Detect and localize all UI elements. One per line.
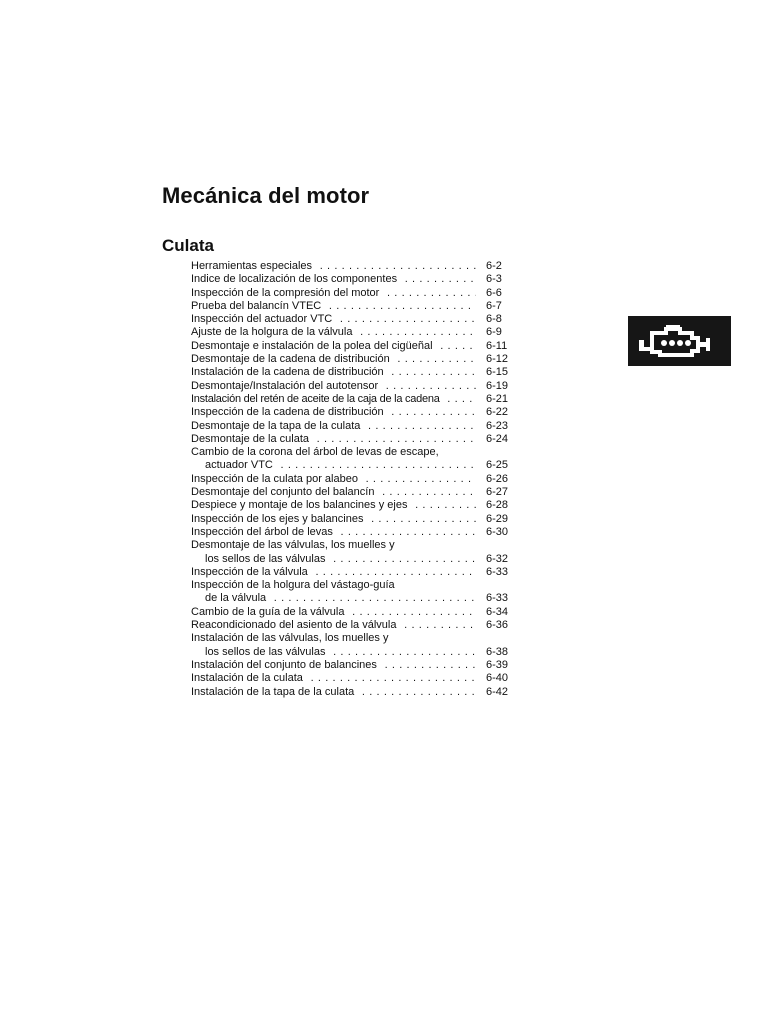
section-title: Culata: [162, 236, 214, 255]
toc-entry-title: Instalación de las válvulas, los muelles y: [191, 632, 392, 644]
engine-icon: [638, 325, 714, 359]
toc-entry[interactable]: [191, 646, 511, 659]
toc-entry-title: Instalación de la tapa de la culata: [191, 686, 358, 698]
toc-entry-title: Desmontaje de las válvulas, los muelles y: [191, 539, 399, 551]
toc-entry-title: Cambio de la corona del árbol de levas de escape,: [191, 446, 443, 458]
toc-entry[interactable]: [191, 300, 511, 313]
toc-entry-page: 6-34: [486, 605, 509, 618]
toc-entry-page: 6-38: [486, 645, 509, 658]
toc-entry-page: 6-30: [486, 525, 509, 538]
toc-entry[interactable]: [191, 486, 511, 499]
toc-entry-page: 6-33: [486, 592, 509, 605]
toc-entry-page: 6-25: [486, 459, 509, 472]
toc-entry-title: Desmontaje e instalación de la polea del cigüeñal: [191, 340, 437, 352]
toc-entry[interactable]: [191, 606, 511, 619]
toc-entry[interactable]: [191, 393, 511, 406]
toc-entry-title: Inspección de la válvula: [191, 566, 312, 578]
toc-entry-page: 6-8: [486, 313, 502, 326]
toc-entry-title: Instalación de la culata: [191, 672, 307, 684]
toc-entry-page: 6-33: [486, 565, 509, 578]
toc-entry-page: 6-15: [486, 366, 509, 379]
table-of-contents: [191, 260, 511, 699]
toc-entry-page: 6-21: [486, 392, 509, 405]
toc-entry[interactable]: [191, 513, 511, 526]
toc-entry-page: 6-32: [486, 552, 509, 565]
toc-entry[interactable]: [191, 380, 511, 393]
toc-entry-page: 6-39: [486, 658, 509, 671]
toc-entry-page: 6-6: [486, 286, 502, 299]
toc-entry-title: Reacondicionado del asiento de la válvula: [191, 619, 400, 631]
toc-entry[interactable]: [191, 499, 511, 512]
toc-entry[interactable]: [191, 353, 511, 366]
toc-entry-title: Inspección de la holgura del vástago-guía: [191, 579, 399, 591]
toc-entry-title: Prueba del balancín VTEC: [191, 300, 325, 312]
toc-entry[interactable]: [191, 579, 511, 592]
toc-entry-page: 6-3: [486, 273, 502, 286]
toc-entry-title: Inspección del árbol de levas: [191, 526, 337, 538]
toc-entry[interactable]: [191, 366, 511, 379]
toc-entry-page: 6-23: [486, 419, 509, 432]
toc-entry[interactable]: [191, 632, 511, 645]
section-tab[interactable]: [628, 316, 731, 366]
toc-entry-title: actuador VTC: [205, 459, 277, 471]
toc-entry-page: 6-7: [486, 299, 502, 312]
toc-entry[interactable]: [191, 340, 511, 353]
toc-entry-title: Inspección de los ejes y balancines: [191, 513, 367, 525]
toc-entry[interactable]: [191, 672, 511, 685]
toc-entry-title: Inspección de la culata por alabeo: [191, 473, 362, 485]
toc-entry[interactable]: [191, 526, 511, 539]
toc-entry[interactable]: [191, 406, 511, 419]
toc-entry-title: Instalación de la cadena de distribución: [191, 366, 388, 378]
toc-entry-title: Inspección del actuador VTC: [191, 313, 336, 325]
toc-entry-page: 6-40: [486, 672, 509, 685]
toc-entry[interactable]: [191, 260, 511, 273]
toc-entry-page: 6-36: [486, 619, 509, 632]
toc-entry-title: Instalación del retén de aceite de la caja de la cadena: [191, 393, 444, 405]
toc-entry-title: Ajuste de la holgura de la válvula: [191, 326, 356, 338]
toc-entry-title: Desmontaje del conjunto del balancín: [191, 486, 378, 498]
toc-entry-title: Despiece y montaje de los balancines y ejes: [191, 499, 411, 511]
page-title: Mecánica del motor: [162, 183, 370, 208]
toc-entry-page: 6-2: [486, 260, 502, 272]
toc-entry[interactable]: [191, 659, 511, 672]
toc-entry-title: Desmontaje de la tapa de la culata: [191, 420, 364, 432]
toc-entry[interactable]: [191, 446, 511, 459]
toc-entry-page: 6-22: [486, 406, 509, 419]
toc-entry-title: Inspección de la compresión del motor: [191, 287, 383, 299]
toc-entry[interactable]: [191, 539, 511, 552]
toc-entry-page: 6-9: [486, 326, 502, 339]
toc-entry-title: los sellos de las válvulas: [205, 646, 329, 658]
toc-entry-title: Desmontaje de la cadena de distribución: [191, 353, 394, 365]
toc-entry-page: 6-19: [486, 379, 509, 392]
toc-entry-title: de la válvula: [205, 592, 270, 604]
toc-entry-page: 6-28: [486, 499, 509, 512]
toc-entry[interactable]: [191, 566, 511, 579]
toc-entry-title: Inspección de la cadena de distribución: [191, 406, 388, 418]
toc-entry[interactable]: [191, 313, 511, 326]
toc-entry[interactable]: [191, 686, 511, 699]
toc-entry-title: Instalación del conjunto de balancines: [191, 659, 381, 671]
toc-entry[interactable]: [191, 273, 511, 286]
toc-entry[interactable]: [191, 592, 511, 605]
toc-entry-title: los sellos de las válvulas: [205, 553, 329, 565]
toc-entry-title: Desmontaje/Instalación del autotensor: [191, 380, 382, 392]
toc-entry-page: 6-24: [486, 432, 509, 445]
toc-entry[interactable]: [191, 553, 511, 566]
toc-entry-page: 6-29: [486, 512, 509, 525]
toc-entry[interactable]: [191, 326, 511, 339]
toc-entry-page: 6-11: [486, 339, 508, 352]
toc-entry[interactable]: [191, 473, 511, 486]
toc-entry[interactable]: [191, 420, 511, 433]
toc-entry-title: Cambio de la guía de la válvula: [191, 606, 348, 618]
toc-entry[interactable]: [191, 619, 511, 632]
toc-entry-title: Herramientas especiales: [191, 260, 316, 272]
toc-entry-page: 6-12: [486, 353, 509, 366]
toc-entry-page: 6-42: [486, 685, 509, 698]
toc-entry[interactable]: [191, 287, 511, 300]
toc-entry-title: Desmontaje de la culata: [191, 433, 313, 445]
toc-entry-page: 6-26: [486, 472, 509, 485]
toc-entry[interactable]: [191, 433, 511, 446]
toc-entry-page: 6-27: [486, 486, 509, 499]
toc-entry-title: Indice de localización de los componentes: [191, 273, 401, 285]
toc-entry[interactable]: [191, 459, 511, 472]
